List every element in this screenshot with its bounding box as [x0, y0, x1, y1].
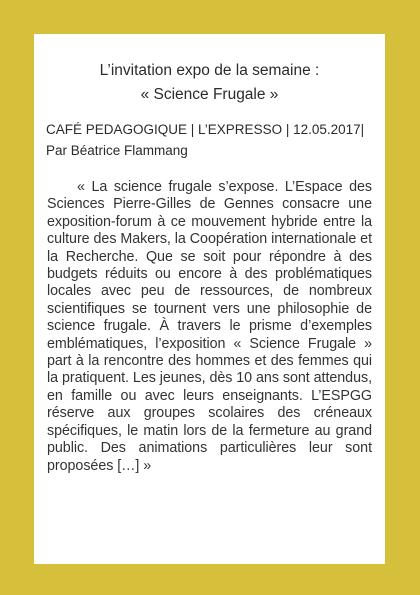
article-author: Par Béatrice Flammang: [46, 143, 188, 158]
article-card: [34, 34, 385, 564]
article-source: CAFÉ PEDAGOGIQUE | L’EXPRESSO | 12.05.2017|: [46, 122, 365, 137]
article-body: « La science frugale s’expose. L’Espace des Sciences Pierre-Gilles de Gennes consacre une exposition-forum à ce mouvement hybride entre la culture des Makers, la Coopération internationale et la Recherche. Que se soit pour répondre à des budgets réduits ou encore à des problématiques locales avec peu de ressources, de nombreux scientifiques se tournent vers une philosophie de science frugale. À travers le prisme d’exemples emblématiques, l’exposition « Science Frugale » part à la rencontre des hommes et des femmes qui la pratiquent. Les jeunes, dès 10 ans sont attendus, en famille ou avec leurs enseignants. L’ESPGG réserve aux groupes scolaires des créneaux spécifiques, le matin lors de la fermeture au grand public. Des animations particulières leur sont proposées […] »: [47, 179, 372, 474]
title-line-1: L’invitation expo de la semaine :: [99, 62, 320, 79]
article-meta: [46, 119, 372, 161]
article-title: [47, 59, 372, 107]
title-line-2: « Science Frugale »: [140, 86, 279, 103]
